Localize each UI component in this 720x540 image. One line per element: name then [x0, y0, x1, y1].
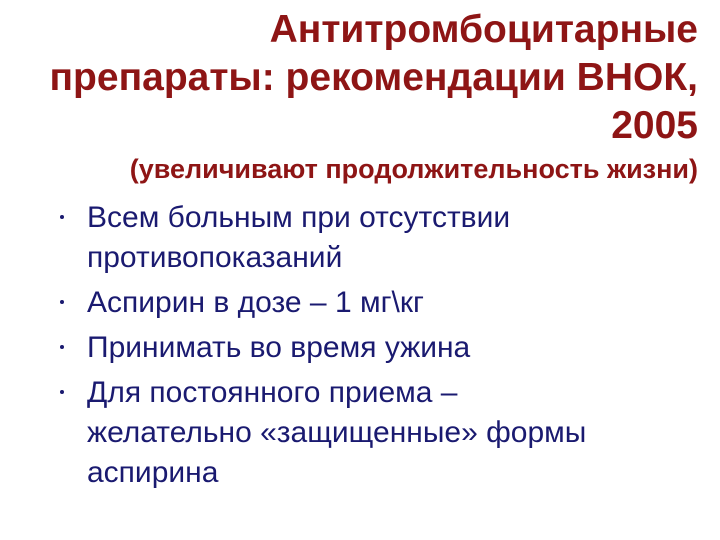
bullet-dot-icon	[60, 215, 64, 219]
slide-title-line-1: Антитромбоцитарные	[269, 8, 698, 51]
list-item-text: противопоказаний	[87, 241, 343, 274]
bullet-dot-icon	[60, 345, 64, 349]
list-item-text: Принимать во время ужина	[87, 331, 471, 364]
bullet-dot-icon	[60, 300, 64, 304]
list-item	[57, 328, 692, 368]
list-item-text: Всем больным при отсутствии	[87, 201, 511, 234]
list-item	[57, 198, 692, 278]
list-item	[57, 373, 692, 493]
slide-title-block	[20, 6, 698, 186]
list-item-text: Для постоянного приема –	[87, 376, 458, 409]
slide-title-line-3: 2005	[611, 104, 698, 147]
list-item-text: Аспирин в дозе – 1 мг\кг	[87, 286, 424, 319]
list-item-text: желательно «защищенные» формы	[87, 416, 587, 449]
slide-subtitle: (увеличивают продолжительность жизни)	[129, 154, 698, 184]
slide-title-line-2: препараты: рекомендации ВНОК,	[49, 56, 698, 99]
bullet-list	[57, 198, 692, 498]
list-item-text: аспирина	[87, 456, 219, 489]
list-item	[57, 283, 692, 323]
bullet-dot-icon	[60, 390, 64, 394]
